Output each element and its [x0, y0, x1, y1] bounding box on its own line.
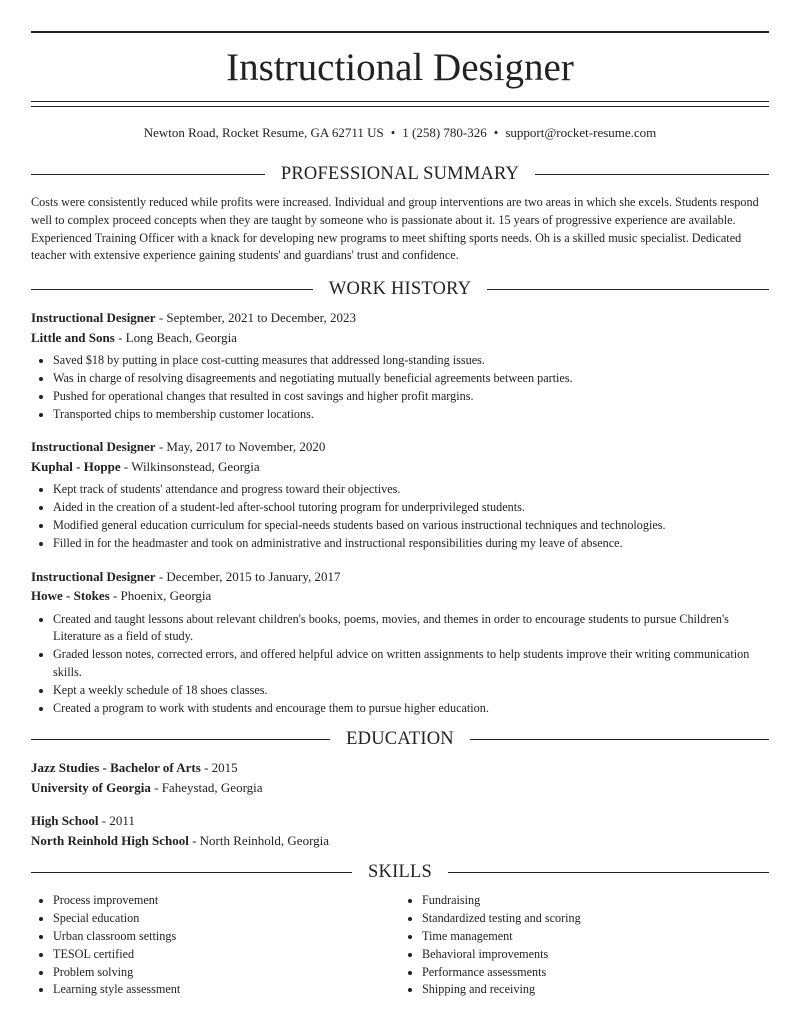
- contact-line: [31, 124, 769, 142]
- job-bullet: • Pushed for operational changes that resulted in cost savings and higher profit margins.: [53, 388, 769, 406]
- skills-list-left: [31, 892, 400, 999]
- job-title: Instructional Designer: [31, 568, 156, 584]
- skill-item: • Problem solving: [53, 964, 400, 982]
- job-title: Instructional Designer: [31, 310, 156, 326]
- job-bullet: • Saved $18 by putting in place cost-cutting measures that addressed long-standing issues.: [53, 352, 769, 370]
- education-entry: [31, 758, 769, 797]
- header-double-rule: [31, 101, 769, 107]
- education-school-line: [31, 831, 769, 851]
- skill-item: • Performance assessments: [422, 964, 769, 982]
- section-heading-summary: [31, 162, 769, 186]
- education-school-line: [31, 778, 769, 798]
- contact-separator: •: [493, 125, 499, 140]
- heading-rule: [448, 872, 769, 873]
- job-bullet: • Graded lesson notes, corrected errors, and offered helpful advice on written assignments to help students improve their writing communication skills.: [53, 646, 769, 682]
- job-bullet: • Transported chips to membership customer locations.: [53, 406, 769, 424]
- skill-item: • Behavioral improvements: [422, 946, 769, 964]
- job-bullet: • Created a program to work with students and encourage them to pursue higher education.: [53, 700, 769, 718]
- heading-rule: [31, 739, 330, 740]
- job-company: Howe - Stokes: [31, 588, 110, 604]
- job-bullets: [31, 481, 769, 552]
- skills-list-right: [400, 892, 769, 999]
- job-bullet: • Kept a weekly schedule of 18 shoes classes.: [53, 682, 769, 700]
- education-year: - 2015: [200, 760, 238, 776]
- contact-email: support@rocket-resume.com: [505, 125, 657, 140]
- job-bullet: • Filled in for the headmaster and took on administrative and instructional responsibilities during my leave of absence.: [53, 535, 769, 553]
- resume-body: [31, 162, 769, 999]
- job-dates: - December, 2015 to January, 2017: [155, 568, 341, 584]
- education-degree-line: [31, 811, 769, 831]
- job-bullet: • Created and taught lessons about relevant children's books, poems, movies, and themes in order to encourage students to pursue Children's Literature as a field of study.: [53, 611, 769, 647]
- job-entry: [31, 567, 769, 718]
- section-heading-education: [31, 727, 769, 751]
- skill-item: • Special education: [53, 910, 400, 928]
- education-year: - 2011: [98, 813, 135, 829]
- section-heading-skills: [31, 860, 769, 884]
- job-title: Instructional Designer: [31, 439, 156, 455]
- education-school: University of Georgia: [31, 779, 151, 795]
- heading-rule: [31, 289, 313, 290]
- job-company: Little and Sons: [31, 329, 115, 345]
- education-degree: High School: [31, 813, 99, 829]
- contact-phone: 1 (258) 780-326: [402, 125, 487, 140]
- job-company-line: [31, 328, 769, 348]
- job-title-line: [31, 308, 769, 328]
- job-bullet: • Was in charge of resolving disagreements and negotiating mutually beneficial agreements between parties.: [53, 370, 769, 388]
- skill-item: • Learning style assessment: [53, 981, 400, 999]
- skill-item: • Process improvement: [53, 892, 400, 910]
- education-degree-line: [31, 758, 769, 778]
- education-school: North Reinhold High School: [31, 832, 189, 848]
- job-bullets: [31, 611, 769, 718]
- section-title: WORK HISTORY: [328, 278, 472, 299]
- job-bullet: • Kept track of students' attendance and progress toward their objectives.: [53, 481, 769, 499]
- candidate-name: Instructional Designer: [226, 46, 574, 89]
- job-location: - Wilkinsonstead, Georgia: [120, 458, 260, 474]
- skills-columns: [31, 892, 769, 999]
- skill-item: • TESOL certified: [53, 946, 400, 964]
- job-company: Kuphal - Hoppe: [31, 458, 121, 474]
- section-heading-work-history: [31, 277, 769, 301]
- job-dates: - May, 2017 to November, 2020: [155, 439, 326, 455]
- job-bullet: • Modified general education curriculum for special-needs students based on various instructional techniques and technologies.: [53, 517, 769, 535]
- job-bullet: • Aided in the creation of a student-led after-school tutoring program for underprivileged students.: [53, 499, 769, 517]
- job-company-line: [31, 586, 769, 606]
- education-entry: [31, 811, 769, 850]
- heading-rule: [31, 174, 265, 175]
- job-title-line: [31, 567, 769, 587]
- contact-address: Newton Road, Rocket Resume, GA 62711 US: [143, 125, 384, 140]
- job-company-line: [31, 457, 769, 477]
- section-title: EDUCATION: [346, 728, 454, 749]
- skill-item: • Shipping and receiving: [422, 981, 769, 999]
- skill-item: • Fundraising: [422, 892, 769, 910]
- job-bullets: [31, 352, 769, 423]
- job-title-line: [31, 437, 769, 457]
- education-location: - Faheystad, Georgia: [150, 779, 263, 795]
- heading-rule: [535, 174, 769, 175]
- skill-item: • Standardized testing and scoring: [422, 910, 769, 928]
- heading-rule: [470, 739, 769, 740]
- skill-item: • Time management: [422, 928, 769, 946]
- heading-rule: [31, 872, 352, 873]
- job-location: - Long Beach, Georgia: [114, 329, 237, 345]
- education-location: - North Reinhold, Georgia: [188, 832, 330, 848]
- job-location: - Phoenix, Georgia: [109, 588, 212, 604]
- contact-separator: •: [390, 125, 396, 140]
- education-degree: Jazz Studies - Bachelor of Arts: [31, 760, 201, 776]
- section-title: SKILLS: [368, 861, 432, 882]
- job-dates: - September, 2021 to December, 2023: [155, 310, 356, 326]
- top-rule: [31, 31, 769, 33]
- job-entry: [31, 308, 769, 423]
- section-title: PROFESSIONAL SUMMARY: [280, 163, 520, 184]
- skill-item: • Urban classroom settings: [53, 928, 400, 946]
- summary-text: Costs were consistently reduced while profits were increased. Individual and group interventions are two areas in which she excels. Students respond well to complex proceed concepts when they are taught by someone who is passionate about it. 15 years of progressive experience are available. Experienced Training Officer with a knack for developing new programs to meet shifting sports needs. Oh is a skilled music specialist. Dedicated teacher with extensive experience gaining students' and guardians' trust and confidence.: [31, 195, 759, 263]
- heading-rule: [487, 289, 769, 290]
- job-entry: [31, 437, 769, 552]
